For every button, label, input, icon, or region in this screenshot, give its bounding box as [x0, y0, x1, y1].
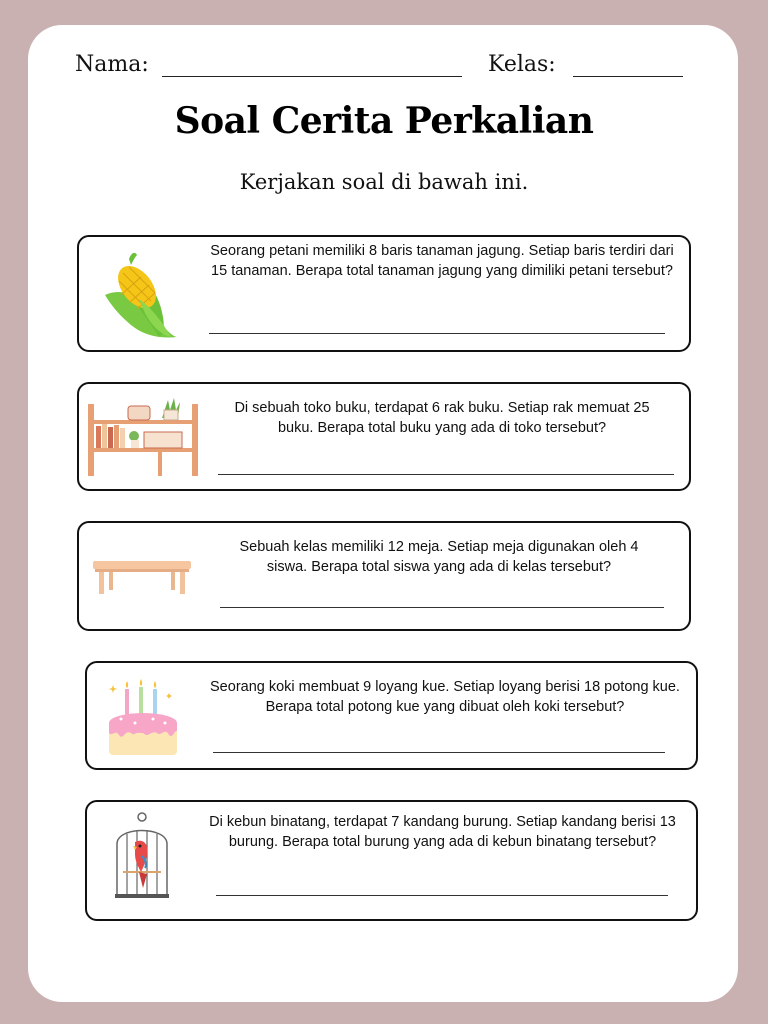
name-label: Nama:	[75, 52, 149, 77]
class-field[interactable]	[573, 76, 683, 77]
answer-line-5[interactable]	[216, 895, 668, 896]
table-icon	[91, 559, 193, 602]
answer-line-2[interactable]	[218, 474, 674, 475]
cake-icon	[105, 679, 181, 762]
page-subtitle: Kerjakan soal di bawah ini.	[239, 170, 529, 194]
question-card-1	[77, 235, 691, 352]
class-label: Kelas:	[488, 52, 556, 77]
question-text-5: Di kebun binatang, terdapat 7 kandang burung. Setiap kandang berisi 13 burung. Berapa total burung yang ada di kebun binatang tersebut?	[209, 814, 676, 850]
question-card-3	[77, 521, 691, 631]
page-title: Soal Cerita Perkalian	[174, 100, 594, 142]
question-text-2: Di sebuah toko buku, terdapat 6 rak buku. Setiap rak memuat 25 buku. Berapa total buku yang ada di toko tersebut?	[234, 400, 650, 436]
name-field[interactable]	[162, 76, 462, 77]
answer-line-4[interactable]	[213, 752, 665, 753]
bookshelf-icon	[84, 396, 200, 483]
question-card-2	[77, 382, 691, 491]
question-text-3: Sebuah kelas memiliki 12 meja. Setiap meja digunakan oleh 4 siswa. Berapa total siswa yang ada di kelas tersebut?	[239, 539, 639, 575]
answer-line-3[interactable]	[220, 607, 664, 608]
header-row	[75, 52, 690, 86]
question-card-5	[85, 800, 698, 921]
question-text-4: Seorang koki membuat 9 loyang kue. Setiap loyang berisi 18 potong kue. Berapa total potong kue yang dibuat oleh koki tersebut?	[210, 679, 680, 715]
birdcage-icon	[113, 812, 171, 905]
question-card-4	[85, 661, 698, 770]
answer-line-1[interactable]	[209, 333, 665, 334]
corn-icon	[101, 247, 181, 344]
question-text-1: Seorang petani memiliki 8 baris tanaman jagung. Setiap baris terdiri dari 15 tanaman. Berapa total tanaman jagung yang dimiliki petani tersebut?	[210, 243, 674, 279]
